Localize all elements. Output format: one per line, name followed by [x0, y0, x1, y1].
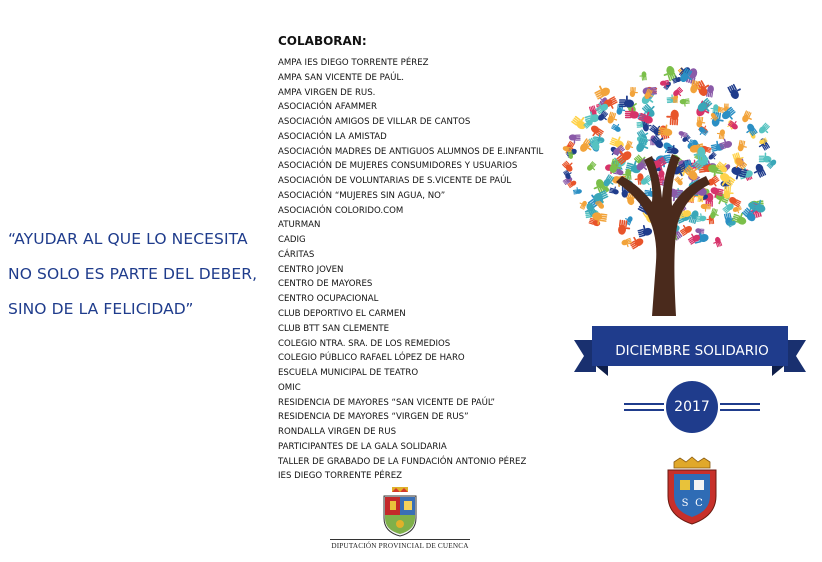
tree-of-hands-illustration [560, 62, 778, 316]
quote-line-1: “AYUDAR AL QUE LO NECESITA [8, 230, 248, 248]
year-badge: 2017 [666, 381, 718, 433]
hand-icon [624, 140, 635, 152]
collaborator-item: ASOCIACIÓN LA AMISTAD [278, 131, 387, 142]
campaign-title: DICIEMBRE SOLIDARIO [615, 343, 769, 359]
collaborator-item: OMIC [278, 382, 301, 393]
hand-icon [701, 204, 711, 212]
hand-icon [586, 161, 599, 174]
hand-icon [751, 163, 767, 180]
year-right-line-bottom [720, 409, 760, 411]
hand-icon [666, 109, 679, 125]
collaborator-item: ASOCIACIÓN DE VOLUNTARIAS DE S.VICENTE DE PAÚL [278, 176, 512, 187]
collaborator-item: ASOCIACIÓN AFAMMER [278, 102, 377, 113]
collaborator-item: ASOCIACIÓN AMIGOS DE VILLAR DE CANTOS [278, 117, 471, 128]
hand-icon [727, 82, 744, 100]
collaborator-item: ASOCIACIÓN “MUJERES SIN AGUA, NO” [278, 190, 446, 201]
quote-line-2: NO SOLO ES PARTE DEL DEBER, [8, 265, 258, 283]
collaborators-title: COLABORAN: [278, 34, 367, 48]
collaborator-item: AMPA SAN VICENTE DE PAÚL. [278, 72, 404, 83]
collaborator-item: CENTRO OCUPACIONAL [278, 294, 379, 305]
hand-icon [758, 122, 773, 137]
hand-icon [679, 98, 690, 107]
collaborator-item: AMPA IES DIEGO TORRENTE PÉREZ [278, 58, 429, 68]
hand-icon [710, 140, 725, 153]
collaborator-item: CLUB BTT SAN CLEMENTE [278, 323, 390, 334]
hand-icon [625, 107, 639, 118]
collaborator-item: COLEGIO PÚBLICO RAFAEL LÓPEZ DE HARO [278, 353, 465, 364]
hand-icon [578, 199, 588, 210]
year-left-line-top [624, 403, 664, 405]
collaborator-item: CENTRO DE MAYORES [278, 279, 373, 290]
hand-icon [716, 129, 725, 140]
quote [8, 222, 258, 327]
collaborator-item: IES DIEGO TORRENTE PÉREZ [278, 471, 403, 482]
hand-icon [743, 122, 758, 138]
hand-icon [619, 96, 634, 108]
quote-line-3: SINO DE LA FELICIDAD” [8, 300, 194, 318]
hand-icon [712, 236, 723, 248]
hand-icon [741, 110, 754, 124]
hand-icon [696, 116, 706, 128]
hand-icon [611, 122, 623, 133]
hand-icon [639, 71, 647, 81]
collaborator-item: CLUB DEPORTIVO EL CARMEN [278, 309, 406, 320]
collaborator-item: PARTICIPANTES DE LA GALA SOLIDARIA [278, 441, 447, 452]
svg-text:C: C [695, 498, 703, 509]
hand-icon [569, 134, 581, 144]
hand-icon [621, 237, 634, 248]
year-right-line-top [720, 403, 760, 405]
collaborator-item: RONDALLA VIRGEN DE RUS [278, 427, 397, 438]
collaborator-item: CENTRO JOVEN [278, 264, 344, 275]
town-coat-of-arms-icon [664, 456, 720, 526]
hand-icon [674, 175, 686, 187]
hand-icon [592, 82, 611, 100]
collaborator-item: ESCUELA MUNICIPAL DE TEATRO [278, 368, 419, 379]
diputacion-label: DIPUTACIÓN PROVINCIAL DE CUENCA [330, 539, 470, 550]
hand-icon [609, 185, 620, 195]
collaborator-item: ATURMAN [278, 220, 321, 231]
collaborator-item: RESIDENCIA DE MAYORES “VIRGEN DE RUS” [278, 412, 469, 423]
collaborator-item: RESIDENCIA DE MAYORES “SAN VICENTE DE PAÚL” [278, 397, 495, 408]
hand-icon [562, 158, 576, 173]
year-left-line-bottom [624, 409, 664, 411]
hand-icon [737, 140, 748, 153]
collaborator-item: COLEGIO NTRA. SRA. DE LOS REMEDIOS [278, 338, 451, 349]
collaborator-item: ASOCIACIÓN DE MUJERES CONSUMIDORES Y USUARIOS [278, 161, 518, 172]
coat-of-arms-icon [378, 486, 422, 538]
collaborator-item: ASOCIACIÓN COLORIDO.COM [278, 205, 404, 216]
collaborator-item: CADIG [278, 235, 306, 246]
collaborator-item: ASOCIACIÓN MADRES DE ANTIGUOS ALUMNOS DE E.INFANTIL [278, 146, 544, 157]
collaborator-item: AMPA VIRGEN DE RUS. [278, 87, 376, 98]
collaborator-item: CÁRITAS [278, 249, 315, 260]
hand-icon [572, 186, 582, 194]
collaborator-item: TALLER DE GRABADO DE LA FUNDACIÓN ANTONIO PÉREZ [278, 456, 527, 467]
hand-icon [630, 87, 639, 98]
hand-icon [609, 134, 626, 149]
hand-icon [708, 151, 719, 162]
collaborators-list [278, 56, 548, 484]
diputacion-logo [330, 486, 470, 552]
svg-text:S: S [681, 498, 689, 509]
hand-icon [636, 223, 653, 238]
